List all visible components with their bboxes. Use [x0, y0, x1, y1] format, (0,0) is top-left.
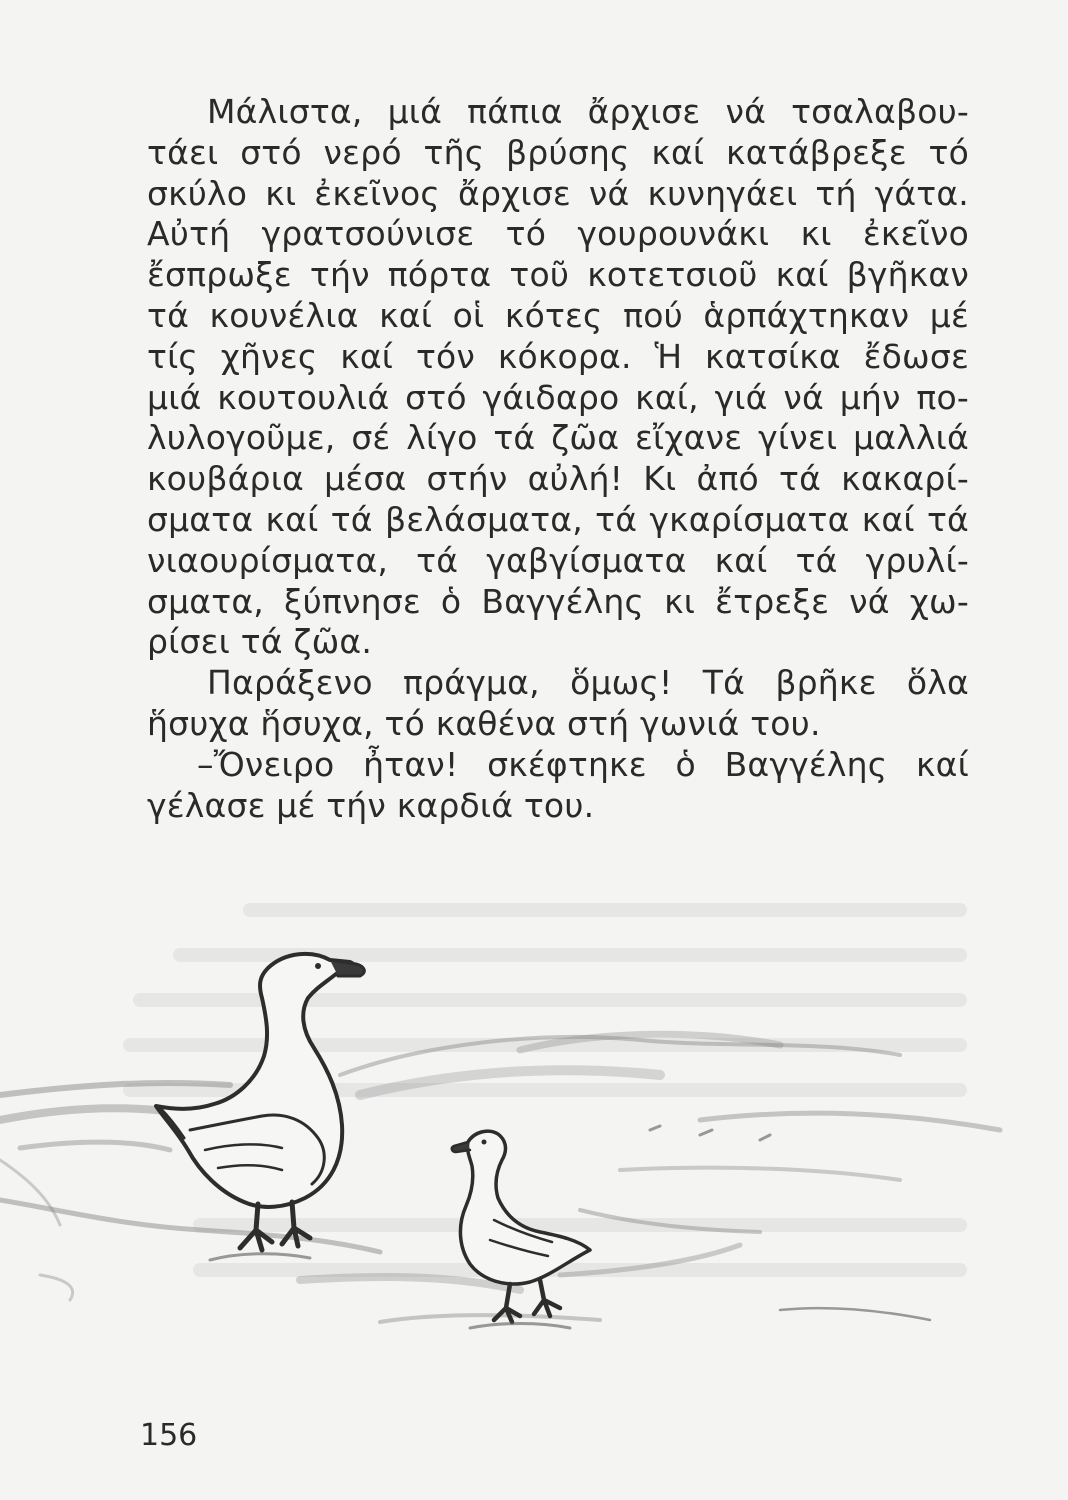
text-line: λυλογοῦμε, σέ λίγο τά ζῶα εἴχανε γίνει μαλλιά	[147, 418, 969, 458]
text-line: ἥσυχα ἥσυχα, τό καθένα στή γωνιά του.	[147, 703, 821, 743]
text-line: σματα, ξύπνησε ὁ Βαγγέλης κι ἔτρεξε νά χω-	[147, 581, 969, 621]
text-line: κουβάρια μέσα στήν αὐλή! Κι ἀπό τά κακαρί-	[147, 459, 969, 499]
text-line: τάει στό νερό τῆς βρύσης καί κατάβρεξε τό	[147, 132, 969, 172]
body-text	[147, 92, 969, 826]
text-line: τά κουνέλια καί οἱ κότες πού ἁρπάχτηκαν μέ	[147, 295, 969, 335]
text-line: νιαουρίσματα, τά γαβγίσματα καί τά γρυλί-	[147, 540, 969, 580]
page-number: 156	[140, 1418, 198, 1453]
text-line: γέλασε μέ τήν καρδιά του.	[147, 785, 595, 825]
text-line: μιά κουτουλιά στό γάιδαρο καί, γιά νά μήν πο-	[147, 377, 969, 417]
text-line: σματα καί τά βελάσματα, τά γκαρίσματα καί τά	[147, 499, 969, 539]
ducks-by-water-drawing-icon	[0, 880, 1068, 1400]
text-line: σκύλο κι ἐκεῖνος ἄρχισε νά κυνηγάει τή γάτα.	[147, 173, 969, 213]
text-line: ἔσπρωξε τήν πόρτα τοῦ κοτετσιοῦ καί βγῆκαν	[147, 255, 969, 295]
text-line: Αὐτή γρατσούνισε τό γουρουνάκι κι ἐκεῖνο	[147, 214, 969, 254]
text-line: τίς χῆνες καί τόν κόκορα. Ἡ κατσίκα ἔδωσε	[147, 336, 969, 376]
text-line: Παράξενο πράγμα, ὅμως! Τά βρῆκε ὅλα	[207, 663, 969, 703]
text-line: –Ὄνειρο ἦταν! σκέφτηκε ὁ Βαγγέλης καί	[197, 744, 969, 784]
text-line: Μάλιστα, μιά πάπια ἄρχισε νά τσαλαβου-	[207, 92, 969, 131]
text-line: ρίσει τά ζῶα.	[147, 622, 373, 662]
